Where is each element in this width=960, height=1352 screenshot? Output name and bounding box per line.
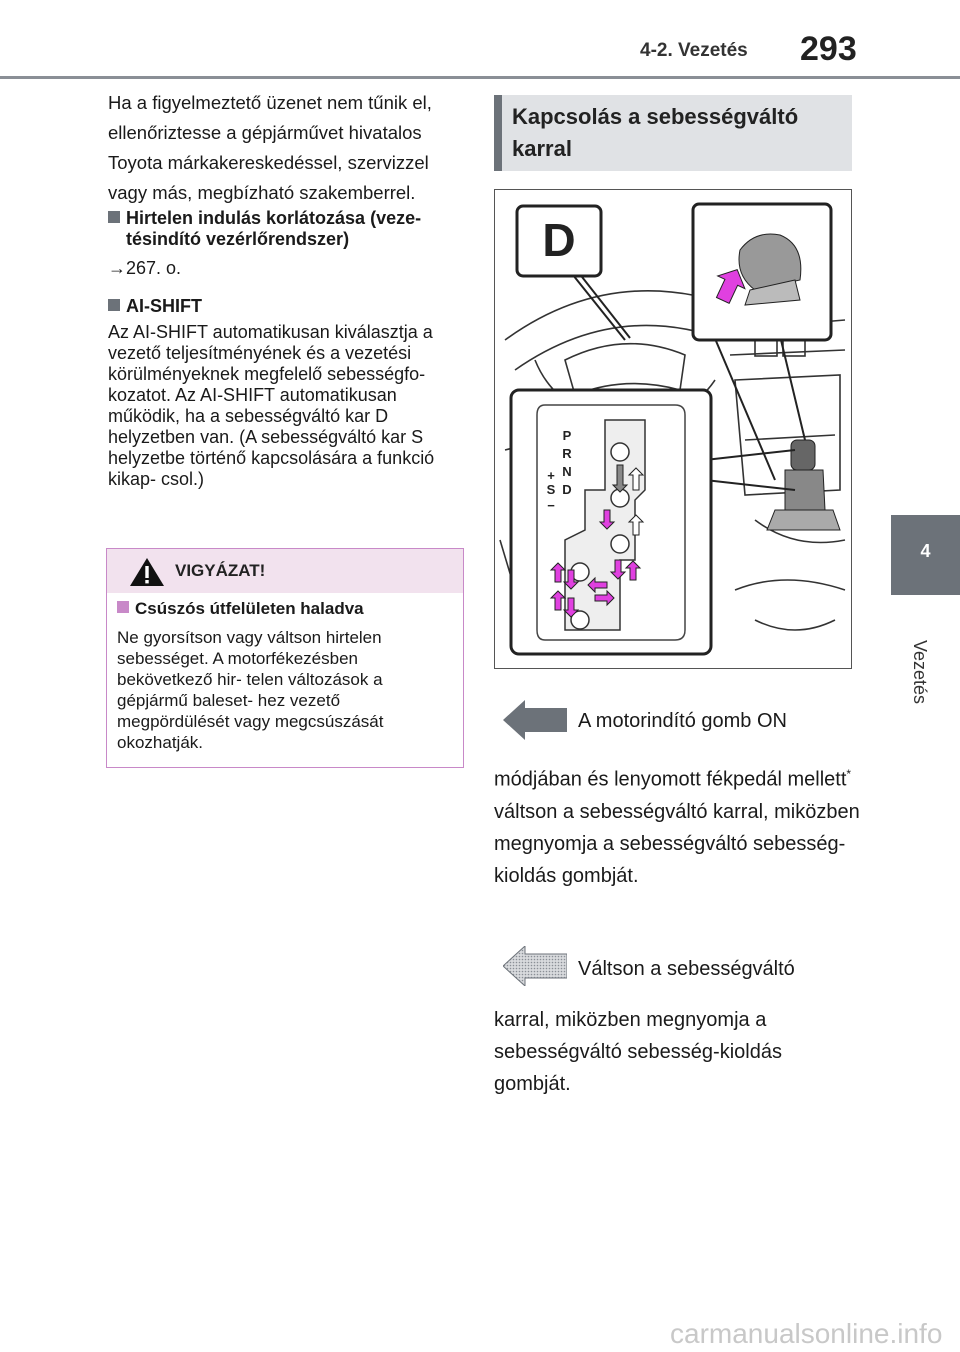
gate-label-p: P: [562, 428, 572, 443]
chapter-tab[interactable]: [891, 515, 960, 595]
gate-label-plus: +: [547, 468, 555, 483]
caution-box: [106, 548, 464, 768]
gate-label-n: N: [562, 464, 572, 479]
bullet-square-icon: [108, 211, 120, 223]
caution-title: VIGYÁZAT!: [175, 561, 266, 580]
step-2-arrow-icon: [503, 946, 567, 986]
chapter-label: Vezetés: [910, 640, 930, 705]
gate-label-minus: −: [547, 498, 555, 513]
page-reference-link[interactable]: →267. o.: [108, 258, 182, 278]
gate-label-s: S: [546, 482, 556, 497]
gear-display-letter: D: [542, 214, 576, 266]
header-divider: [0, 76, 960, 79]
step-1-body: módjában és lenyomott fékpedál mellett* váltson a sebességváltó karral, miközben megnyomja a sebességváltó sebesség-kioldás gombját.: [494, 767, 860, 887]
section-heading: Kapcsolás a sebességváltó karral: [494, 95, 852, 171]
section-title: 4-2. Vezetés: [640, 40, 748, 61]
step-1-arrow-icon: [503, 700, 567, 740]
chapter-number: 4: [920, 541, 931, 561]
dashboard-illustration: [495, 190, 851, 668]
caution-subheading: Csúszós útfelületen haladva: [117, 599, 364, 619]
step-2-title: Váltson a sebességváltó: [578, 958, 795, 980]
caution-body: Ne gyorsítson vagy váltson hirtelen sebességet. A motorfékezésben bekövetkező hir- telen változások a gépjármű baleset- hez vezető megpördülését vagy megcsúszását okozhatják.: [117, 628, 384, 752]
page-number: 293: [800, 30, 857, 68]
footnote-marker: *: [846, 767, 852, 781]
shift-lever-illustration: [494, 189, 852, 669]
bullet-square-icon: [117, 601, 129, 613]
step-1-title: A motorindító gomb ON: [578, 710, 787, 732]
gate-label-d: D: [562, 482, 572, 497]
intro-paragraph: Ha a figyelmeztető üzenet nem tűnik el, ellenőriztesse a gépjárművet hivatalos Toyota márkakereskedéssel, szervizzel vagy más, megbízható szakemberrel.: [108, 92, 432, 203]
warning-triangle-icon: [129, 557, 165, 587]
caution-header: [107, 549, 463, 593]
heading-launch-control: Hirtelen indulás korlátozása (veze- tésindító vezérlőrendszer): [108, 208, 468, 250]
ai-shift-paragraph: Az AI-SHIFT automatikusan kiválasztja a vezető teljesítményének és a vezetési körülményeknek megfelelő sebességfo- kozatot. Az AI-SHIFT automatikusan működik, ha a sebességváltó kar D helyzetben van. (A sebességváltó kar S helyzetbe történő kapcsolására a funkció kikap- csol.): [108, 322, 435, 489]
heading-ai-shift: AI-SHIFT: [108, 296, 202, 317]
gate-label-r: R: [562, 446, 572, 461]
watermark: carmanualsonline.info: [670, 1318, 943, 1349]
bullet-square-icon: [108, 299, 120, 311]
step-2-body: karral, miközben megnyomja a sebességváltó sebesség-kioldás gombját.: [494, 1009, 782, 1095]
